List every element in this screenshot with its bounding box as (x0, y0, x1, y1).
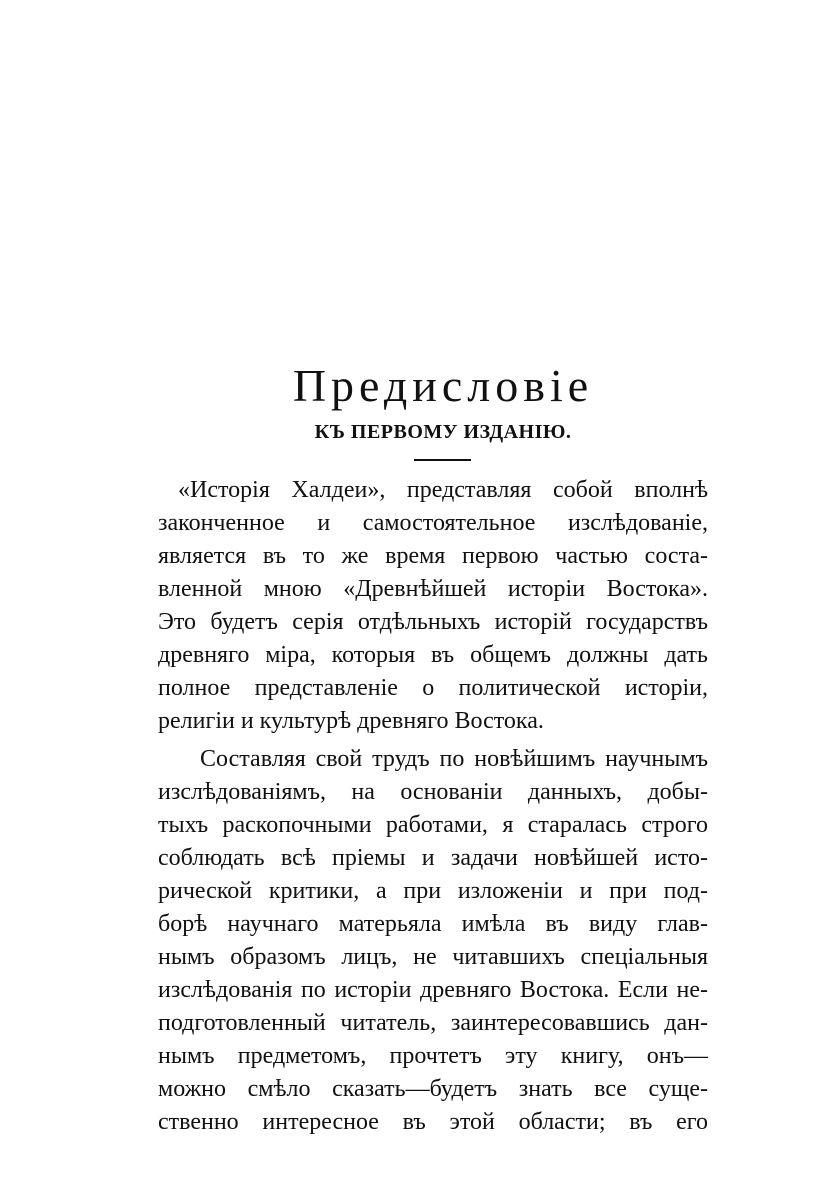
text-line: религіи и культурѣ древняго Востока. (158, 708, 544, 734)
divider-rule (414, 459, 471, 461)
text-line: изслѣдованіямъ, на основаніи данныхъ, добы- (158, 779, 708, 805)
text-line: Составляя свой трудъ по новѣйшимъ научнымъ (200, 746, 708, 772)
text-line: является въ то же время первою частью соста- (158, 543, 708, 569)
text-line: борѣ научнаго матерьяла имѣла въ виду глав- (158, 911, 708, 937)
text-line: рической критики, а при изложеніи и при под- (158, 878, 708, 904)
text-line: древняго міра, которыя въ общемъ должны дать (158, 642, 708, 668)
text-line: изслѣдованія по исторіи древняго Востока. Если не- (158, 977, 708, 1003)
text-line: Это будетъ серія отдѣльныхъ исторій государствъ (158, 609, 708, 635)
text-line: полное представленіе о политической исторіи, (158, 675, 708, 701)
text-line: нымъ образомъ лицъ, не читавшихъ спеціальныя (158, 944, 708, 970)
page-title: Предисловіе (292, 360, 594, 411)
text-line: можно смѣло сказать—будетъ знать все суще- (158, 1076, 708, 1102)
text-line: «Исторія Халдеи», представляя собой вполнѣ (178, 477, 708, 503)
text-line: тыхъ раскопочными работами, я старалась строго (158, 812, 708, 838)
text-line: нымъ предметомъ, прочтетъ эту книгу, онъ— (158, 1043, 708, 1069)
text-line: законченное и самостоятельное изслѣдованіе, (158, 510, 708, 536)
text-line: соблюдать всѣ пріемы и задачи новѣйшей исто- (158, 845, 708, 871)
text-line: ственно интересное въ этой области; въ его (158, 1109, 708, 1135)
text-line: подготовленный читатель, заинтересовавшись дан- (158, 1010, 708, 1036)
text-line: вленной мною «Древнѣйшей исторіи Востока». (158, 576, 708, 602)
page-subtitle: КЪ ПЕРВОМУ ИЗДАНІЮ. (314, 421, 572, 443)
